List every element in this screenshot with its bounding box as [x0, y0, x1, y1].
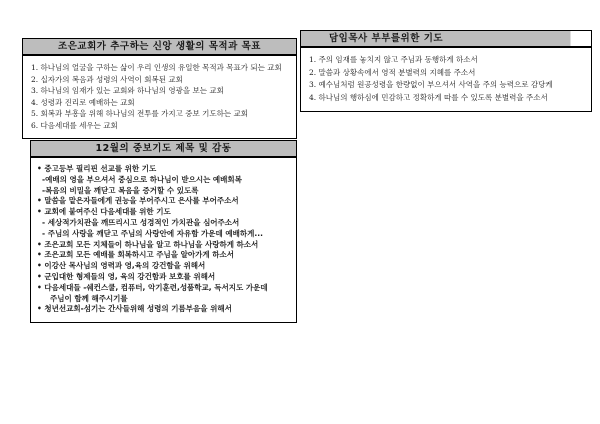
list-item: • 다음세대들 -쉐컨스쿨, 컴퓨터, 악기훈련,성품학교, 독서지도 가운데: [37, 282, 268, 292]
list-item: - 주님의 사랑을 깨닫고 주님의 사랑안에 자유함 가운데 예배하게...: [42, 228, 263, 238]
list-item: 4. 하나님의 행하심에 민감하고 정확하게 따를 수 있도록 분별력을 주소서: [309, 92, 548, 102]
december-intercession-list: [31, 158, 296, 322]
list-item: • 이강산 목사님의 영력과 영,육의 강건함을 위해서: [37, 261, 206, 271]
list-item: 3. 하나님의 임재가 있는 교회와 하나님의 영광을 보는 교회: [31, 86, 224, 95]
list-item: • 중고등부 필리핀 선교를 위한 기도: [37, 164, 157, 173]
list-item: 주님이 함께 해주시기를: [50, 293, 128, 303]
pastor-prayer-title: 담임목사 부부를위한 기도: [301, 31, 591, 48]
church-goals-title: 조은교회가 추구하는 신앙 생활의 목적과 목표: [23, 39, 296, 56]
list-item: • 말씀을 맡은자들에게 권능을 부어주시고 은사를 부어주소서: [37, 196, 239, 206]
list-item: 3. 예수님처럼 원공성령을 한량없이 부으셔서 사역을 주의 능력으로 감당케: [309, 80, 553, 89]
december-intercession-title: 12월의 중보기도 제목 및 감동: [31, 141, 296, 158]
list-item: 4. 성령과 진리로 예배하는 교회: [31, 97, 135, 107]
list-item: 1. 주의 임재를 놓치지 않고 주님과 동행하게 하소서: [309, 55, 478, 64]
church-goals-box: [22, 38, 297, 139]
list-item: 5. 회복과 부흥을 위해 하나님의 전투를 가지고 중보 기도하는 교회: [31, 109, 248, 118]
list-item: - 세상적가치관을 깨뜨리시고 성경적인 가치관을 심어주소서: [42, 217, 240, 227]
list-item: • 조은교회 모든 지체들이 하나님을 알고 하나님을 사랑하게 하소서: [37, 239, 259, 249]
list-item: • 군입대한 형제들의 영, 육의 강건함과 보호를 위해서: [37, 271, 216, 281]
pastor-prayer-box: [300, 30, 592, 112]
december-intercession-box: [30, 140, 297, 323]
list-item: 1. 하나님의 얼굴을 구하는 삶이 우리 인생의 유일한 목적과 목표가 되는 교회: [31, 63, 282, 72]
list-item: -예배의 영을 부으셔서 중심으로 하나님이 받으시는 예배회복: [42, 174, 242, 184]
pastor-prayer-list: [301, 48, 591, 111]
church-goals-list: [23, 56, 296, 138]
list-item: 6. 다음세대를 세우는 교회: [31, 120, 118, 130]
list-item: • 교회에 붙여주신 다음세대를 위한 기도: [37, 207, 171, 217]
list-item: 2. 말씀과 상황속에서 영적 분별력의 지혜를 주소서: [309, 67, 476, 77]
list-item: 2. 십자가의 복음과 성령의 사역이 회복된 교회: [31, 74, 183, 84]
list-item: -복음의 비밀을 깨닫고 복음을 증거할 수 있도록: [42, 185, 199, 195]
list-item: • 청년선교회-섬기는 간사들위해 성령의 기름부음을 위해서: [37, 304, 232, 314]
list-item: • 조은교회 모든 예배를 회복하시고 주님을 알아가게 하소서: [37, 250, 234, 260]
